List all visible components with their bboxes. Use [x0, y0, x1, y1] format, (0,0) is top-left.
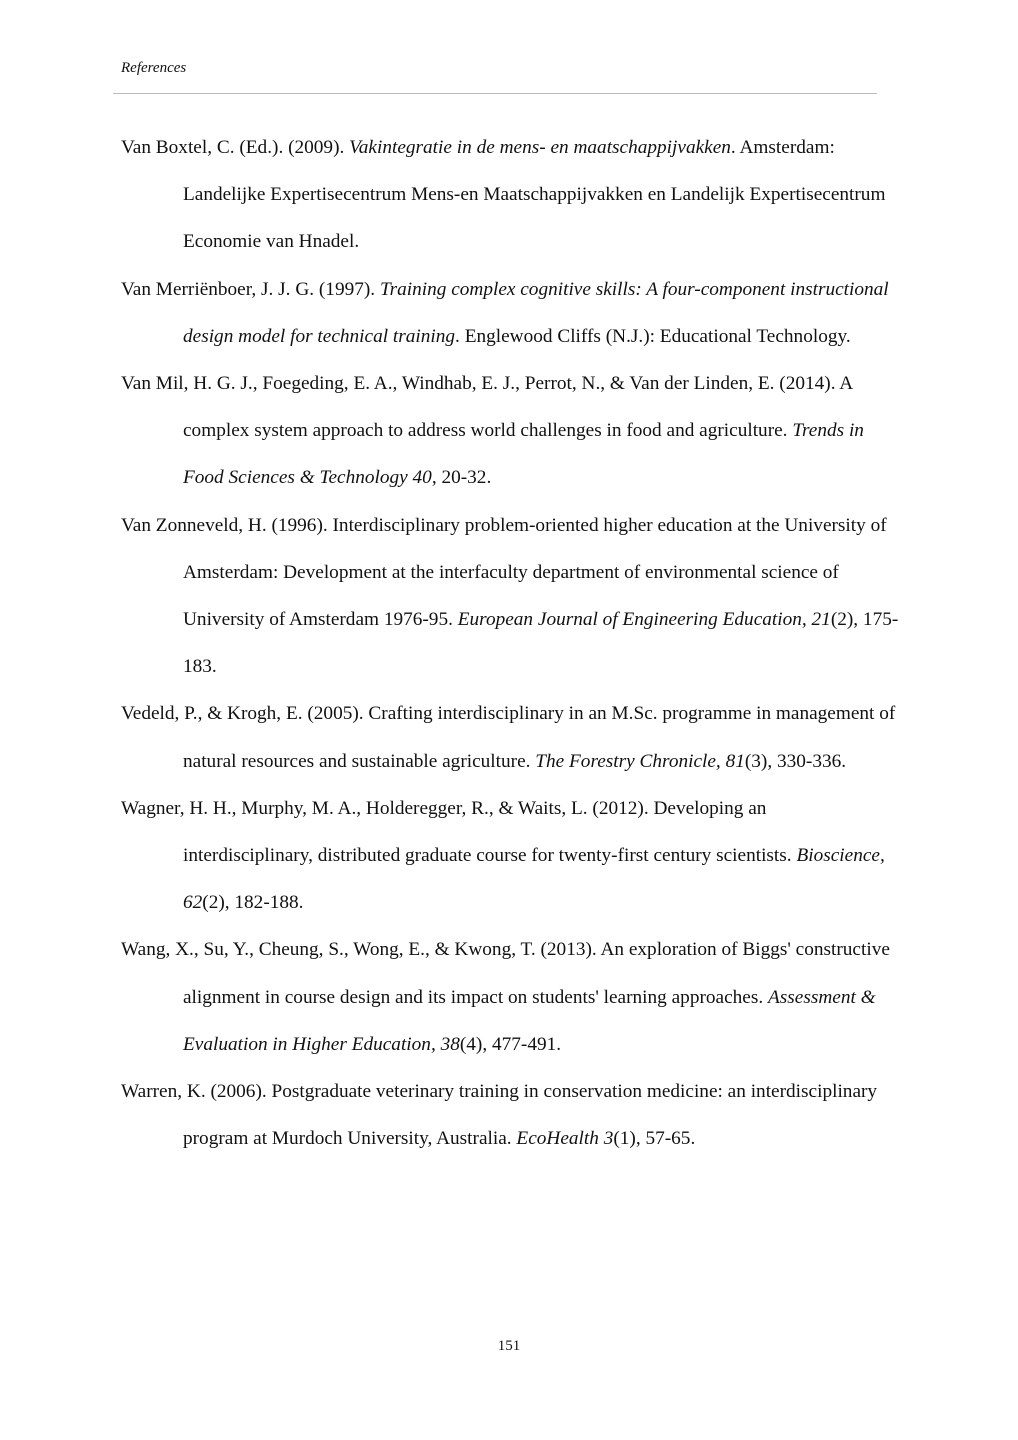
reference-entry: Van Boxtel, C. (Ed.). (2009). Vakintegratie in de mens- en maatschappijvakken. Amsterdam: Landelijke Expertisecentrum Mens-en Maatschappijvakken en Landelijk Expertisecentrum Economie van Hnadel. [121, 137, 886, 253]
header-divider [113, 93, 877, 94]
reference-source-title: Trends in Food Sciences & Technology 40 [183, 420, 864, 489]
reference-entry: Vedeld, P., & Krogh, E. (2005). Crafting interdisciplinary in an M.Sc. programme in management of natural resources and sustainable agriculture. The Forestry Chronicle, 81(3), 330-336. [121, 703, 896, 772]
reference-list [121, 124, 901, 1162]
reference-entry: Wagner, H. H., Murphy, M. A., Holderegger, R., & Waits, L. (2012). Developing an interdisciplinary, distributed graduate course for twenty-first century scientists. Bioscience, 62(2), 182-188. [121, 797, 885, 914]
page-number: 151 [497, 1338, 521, 1354]
reference-entry: Van Mil, H. G. J., Foegeding, E. A., Windhab, E. J., Perrot, N., & Van der Linden, E. (2014). A complex system approach to address world challenges in food and agriculture. Trends in Food Sciences & Technology 40, 20-32. [121, 373, 864, 489]
reference-source-title: European Journal of Engineering Education, 21 [457, 609, 831, 631]
reference-entry: Warren, K. (2006). Postgraduate veterinary training in conservation medicine: an interdisciplinary program at Murdoch University, Australia. EcoHealth 3(1), 57-65. [121, 1081, 878, 1150]
reference-entry: Wang, X., Su, Y., Cheung, S., Wong, E., & Kwong, T. (2013). An exploration of Biggs' constructive alignment in course design and its impact on students' learning approaches. Assessment & Evaluation in Higher Education, 38(4), 477-491. [121, 939, 890, 1055]
reference-source-title: Training complex cognitive skills: A four-component instructional design model for technical training [183, 278, 889, 347]
running-head-title: References [121, 60, 187, 76]
reference-source-title: Vakintegratie in de mens- en maatschappijvakken [349, 137, 731, 158]
reference-source-title: Bioscience, 62 [183, 845, 885, 914]
reference-entry: Van Merriënboer, J. J. G. (1997). Training complex cognitive skills: A four-component instructional design model for technical training. Englewood Cliffs (N.J.): Educational Technology. [121, 278, 889, 347]
reference-entry: Van Zonneveld, H. (1996). Interdisciplinary problem-oriented higher education at the University of Amsterdam: Development at the interfaculty department of environmental science of University of Amsterdam 1976-95. European Journal of Engineering Education, 21(2), 175-183. [121, 514, 899, 678]
reference-source-title: The Forestry Chronicle, 81 [535, 750, 745, 772]
reference-source-title: Assessment & Evaluation in Higher Education, 38 [183, 986, 876, 1055]
reference-source-title: EcoHealth 3 [516, 1128, 614, 1150]
